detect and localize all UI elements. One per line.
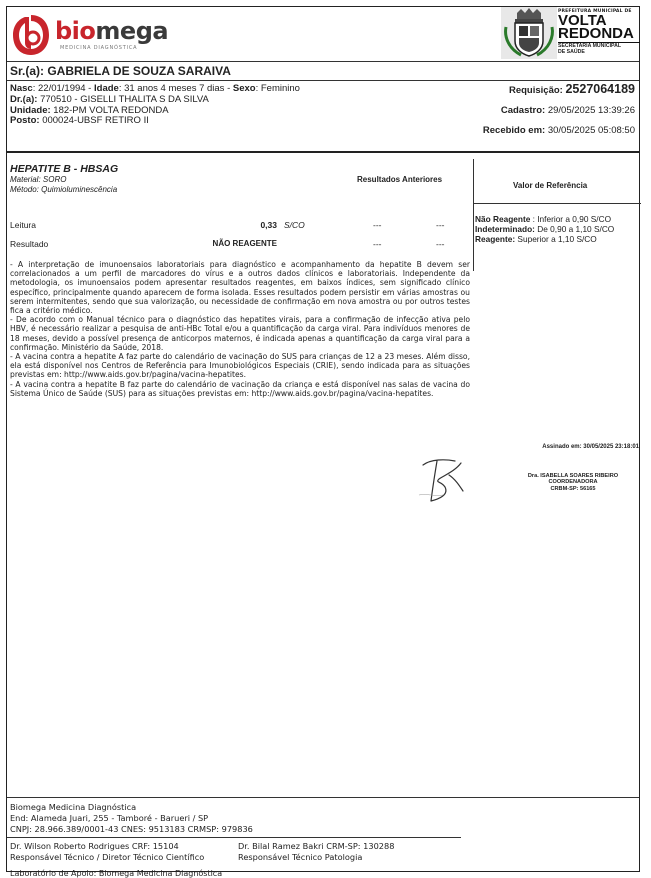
biomega-logo-icon [11,13,51,57]
responsible-2-role: Responsável Técnico Patologia [238,852,363,862]
sexo-label: Sexo [232,83,256,94]
received-label: Recebido em: [482,125,548,136]
sexo-value: : Feminino [255,83,300,94]
idade-value: : 31 anos 4 meses 7 dias - [118,83,233,94]
footer-support-lab: Laboratório de Apoio: Biomega Medicina Diagnóstica [10,869,223,878]
handwritten-signature-icon [415,455,471,505]
unit-info [10,105,169,116]
reference-non-reactive [475,214,640,224]
requisition [509,82,635,96]
ref-r-value: Superior a 1,10 S/CO [515,234,597,244]
reference-reactive [475,234,640,244]
reading-previous-2: --- [436,220,445,230]
ref-ind-value: De 0,90 a 1,10 S/CO [534,224,615,234]
post-label: Posto: [10,115,40,126]
responsible-1-name: Dr. Wilson Roberto Rodrigues CRF: 15104 [10,841,179,851]
nasc-value: : 22/01/1994 - [32,83,94,94]
note-paragraph: - De acordo com o Manual técnico para o diagnóstico das hepatites virais, para a confirmação de infecção ativa pelo HBV, é necessário realizar a pesquisa de anti-HBc Total e/ou a quantificação da carga viral. Para indivíduos menores de 18 meses, devido a possível presença de anticorpos maternos, é indicada apenas a quantificação da carga viral para a confirmação. Ministério da Saúde, 2018. [10,315,470,352]
brand-name-part2: mega [95,17,169,45]
requisition-number: 2527064189 [565,82,635,96]
result-previous-1: --- [373,239,382,249]
unit-value: 182-PM VOLTA REDONDA [50,105,169,116]
exam-title: HEPATITE B - HBSAG [10,163,119,175]
volta-redonda-crest-icon [501,7,557,59]
cadastro-info [500,105,635,116]
footer-company: Biomega Medicina Diagnóstica [10,802,137,812]
biomega-logo [11,13,191,59]
report-page [6,6,640,878]
result-label: Resultado [10,239,49,249]
signed-at: Assinado em: 30/05/2025 23:18:01 [542,444,639,450]
footer-responsible-1 [10,841,204,863]
result-previous-2: --- [436,239,445,249]
nasc-label: Nasc [10,83,33,94]
cadastro-label: Cadastro: [500,105,548,116]
ref-nr-value: : Inferior a 0,90 S/CO [530,214,612,224]
exam-method: Método: Quimioluminescência [10,185,118,194]
brand-name-part1: bio [55,17,96,45]
received-info [483,125,635,136]
municipality-name-line1: VOLTA [558,12,607,29]
reading-unit: S/CO [284,220,305,230]
signing-doctor-name: Dra. ISABELLA SOARES RIBEIRO [527,473,619,479]
signing-doctor-registration: CRBM-SP: 56165 [550,485,596,492]
received-value: 30/05/2025 05:08:50 [547,125,635,136]
post-value: 000024-UBSF RETIRO II [39,115,149,126]
previous-results-header: Resultados Anteriores [357,175,443,184]
unit-label: Unidade: [10,105,51,116]
municipality-secretariat [558,42,640,55]
reference-header: Valor de Referência [513,181,588,190]
signing-doctor-role: COORDENADORA [548,479,598,486]
secretariat-line2: DE SAÚDE [558,48,585,55]
municipality-name-line2: REDONDA [558,25,634,42]
cadastro-value: 29/05/2025 13:39:26 [547,105,635,116]
patient-birth-age-sex [10,83,300,94]
note-paragraph: - A interpretação de imunoensaios laboratoriais para diagnóstico e acompanhamento da hepatite B devem ser correlacionados a um perfil de marcadores do vírus e a outros dados clínicos e laboratoriais. Independente da metodologia, os imunoensaios podem apresentar resultados reagentes, em baixos índices, sem significado clínico específico, principalmente quando aparecem de forma isolada. Esses resultados podem persistir em várias amostras ou serem intermitentes, sendo que sua valorização, ou necessidade de confirmação em nova amostra ou por outros testes fica a critério médico. [10,260,470,316]
post-info [10,115,149,126]
footer-cnpj: CNPJ: 28.966.389/0001-43 CNES: 9513183 CRMSP: 979836 [10,824,253,834]
requesting-doctor [10,94,209,105]
exam-material: Material: SORO [10,175,67,184]
responsible-1-role: Responsável Técnico / Diretor Técnico Científico [10,852,205,862]
secretariat-line1: SECRETARIA MUNICIPAL [558,43,622,49]
footer-divider [7,797,639,798]
doctor-value: 770510 - GISELLI THALITA S DA SILVA [37,94,209,105]
note-paragraph: - A vacina contra a hepatite A faz parte do calendário de vacinação do SUS para crianças de 12 a 23 meses. Além disso, ela está disponível nos Centros de Referência para Imunobiológicos Especiais (CRIE), sendo indicada para as situações previstas em: http://www.aids.gov.br/pagina/vacina-hepatites. [10,352,470,380]
header-divider [7,61,639,62]
footer-company-info [10,802,253,835]
reference-values [475,214,640,244]
ref-nr-label: Não Reagente [475,214,531,224]
responsible-2-name: Dr. Bilal Ramez Bakri CRM-SP: 130288 [238,841,395,851]
result-value: NÃO REAGENTE [212,239,277,248]
reading-previous-1: --- [373,220,382,230]
doctor-label: Dr.(a): [10,94,38,105]
signing-doctor [513,473,633,492]
footer-address: End: Alameda Juari, 255 - Tamboré - Barueri / SP [10,813,209,823]
exam-notes [10,260,470,398]
patient-divider [7,80,639,81]
reference-column-divider [473,159,474,271]
ref-ind-label: Indeterminado: [475,224,535,234]
footer-responsible-divider [7,837,461,838]
footer-responsible-2 [238,841,394,863]
requisition-label: Requisição: [508,85,566,96]
idade-label: Idade [94,83,119,94]
patient-name: Sr.(a): GABRIELA DE SOUZA SARAIVA [10,64,231,78]
municipality-prefix: PREFEITURA MUNICIPAL DE [558,9,632,14]
note-paragraph: - A vacina contra a hepatite B faz parte do calendário de vacinação da criança e está disponível nas salas de vacina do Sistema Único de Saúde (SUS) para as situações previstas em: http://www.aids.gov.br/pagina/vacina-hepatites. [10,379,470,398]
brand-tagline: MEDICINA DIAGNÓSTICA [60,45,138,51]
reference-indeterminate [475,224,640,234]
ref-r-label: Reagente: [475,234,516,244]
reading-value: 0,33 [260,220,277,230]
reading-label: Leitura [10,220,36,230]
exam-top-divider [7,151,639,153]
municipality-header [558,9,640,55]
biomega-wordmark [55,17,168,45]
reference-header-divider [473,203,641,204]
